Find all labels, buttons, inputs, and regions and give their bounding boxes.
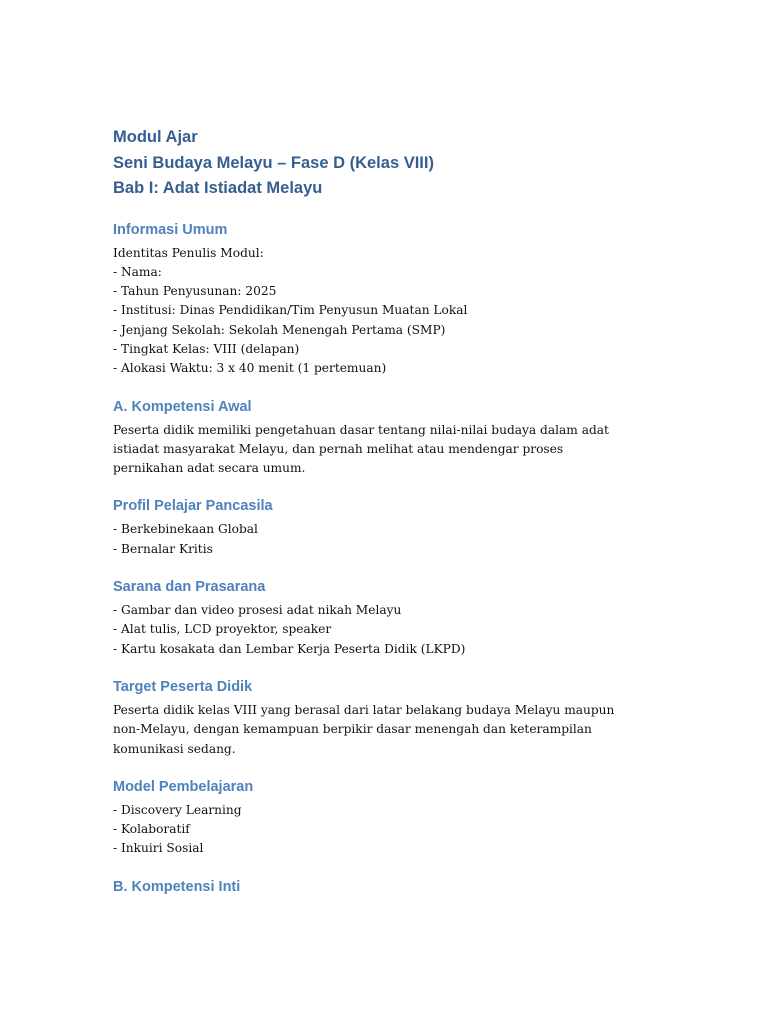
title-line-3: Bab I: Adat Istiadat Melayu [113, 179, 323, 197]
info-line: Identitas Penulis Modul: [113, 245, 264, 260]
section-heading: Sarana dan Prasarana [113, 579, 266, 596]
section-heading: A. Kompetensi Awal [113, 398, 252, 415]
list-item: - Berkebinekaan Global [113, 522, 258, 537]
info-line: - Alokasi Waktu: 3 x 40 menit (1 pertemuan) [113, 361, 387, 376]
section-target-peserta [113, 677, 653, 759]
section-heading: Model Pembelajaran [113, 778, 254, 795]
section-heading: Target Peserta Didik [113, 678, 253, 695]
list-item: - Discovery Learning [113, 802, 242, 817]
title-line-2: Seni Budaya Melayu – Fase D (Kelas VIII) [113, 153, 434, 172]
list-item: - Kolaboratif [113, 822, 190, 837]
list-item: - Inkuiri Sosial [113, 841, 204, 856]
list-item: - Bernalar Kritis [113, 541, 213, 556]
section-profil-pelajar [113, 496, 653, 559]
section-kompetensi-awal [113, 397, 653, 479]
section-sarana-prasarana [113, 577, 653, 659]
section-heading: B. Kompetensi Inti [113, 878, 241, 895]
document-page [113, 125, 653, 915]
section-model-pembelajaran [113, 777, 653, 859]
section-heading: Informasi Umum [113, 221, 228, 238]
section-kompetensi-inti [113, 877, 653, 897]
section-paragraph: Peserta didik memiliki pengetahuan dasar tentang nilai-nilai budaya dalam adat istiadat masyarakat Melayu, dan pernah melihat atau mendengar proses pernikahan adat secara umum. [113, 422, 609, 476]
document-title [113, 125, 653, 202]
info-line: - Tingkat Kelas: VIII (delapan) [113, 341, 300, 356]
title-line-1: Modul Ajar [113, 128, 198, 146]
section-paragraph: Peserta didik kelas VIII yang berasal dari latar belakang budaya Melayu maupun non-Melayu, dengan kemampuan berpikir dasar menengah dan keterampilan komunikasi sedang. [113, 702, 615, 756]
list-item: - Gambar dan video prosesi adat nikah Melayu [113, 603, 402, 618]
list-item: - Alat tulis, LCD proyektor, speaker [113, 622, 332, 637]
info-line: - Institusi: Dinas Pendidikan/Tim Penyusun Muatan Lokal [113, 303, 468, 318]
section-informasi-umum [113, 220, 653, 379]
info-line: - Jenjang Sekolah: Sekolah Menengah Pertama (SMP) [113, 322, 446, 337]
info-line: - Nama: [113, 264, 162, 279]
info-line: - Tahun Penyusunan: 2025 [113, 284, 277, 299]
list-item: - Kartu kosakata dan Lembar Kerja Peserta Didik (LKPD) [113, 641, 466, 656]
section-heading: Profil Pelajar Pancasila [113, 498, 273, 515]
